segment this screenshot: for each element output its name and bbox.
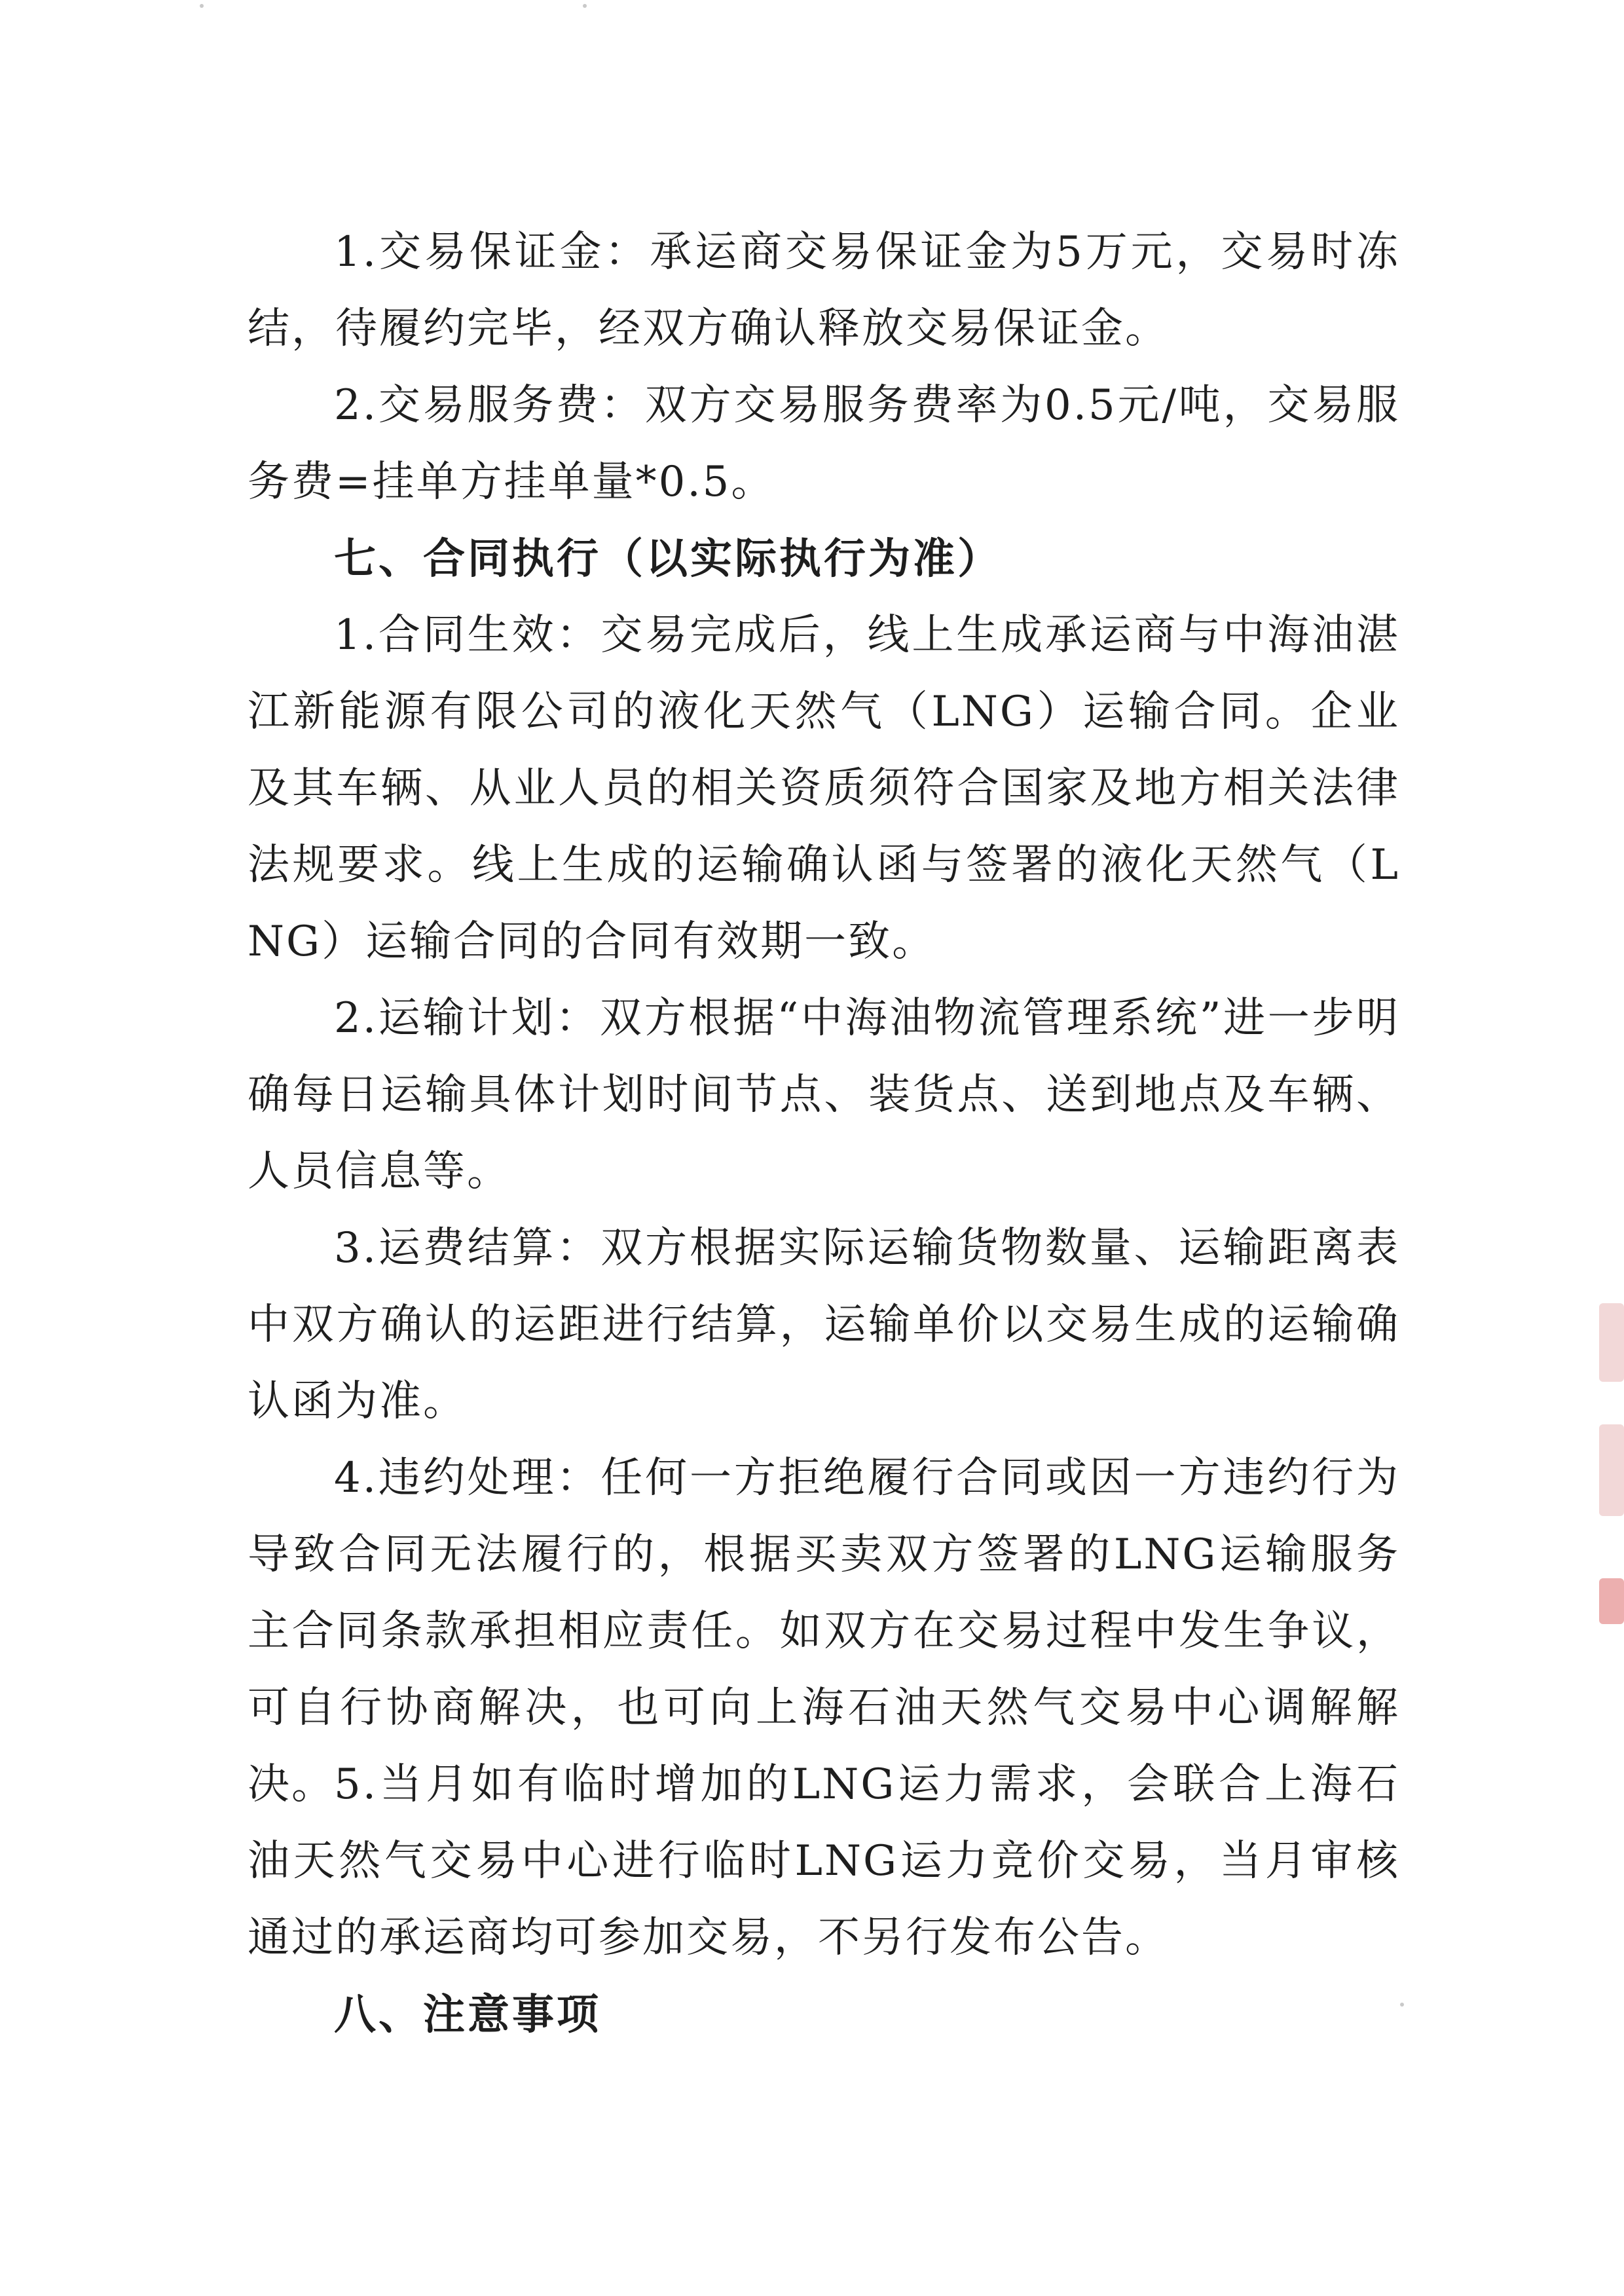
paragraph-service-fee: 2.交易服务费：双方交易服务费率为0.5元/吨，交易服务费=挂单方挂单量*0.5。	[248, 381, 1400, 506]
paragraph-freight-settlement: 3.运费结算：双方根据实际运输货物数量、运输距离表中双方确认的运距进行结算，运输单价以交易生成的运输确认函为准。	[248, 1224, 1400, 1426]
paragraph-contract-effective: 1.合同生效：交易完成后，线上生成承运商与中海油湛江新能源有限公司的液化天然气（LNG）运输合同。企业及其车辆、从业人员的相关资质须符合国家及地方相关法律法规要求。线上生成的运输确认函与签署的液化天然气（LNG）运输合同的合同有效期一致。	[248, 611, 1400, 966]
scan-speck	[200, 4, 204, 8]
scan-speck	[1400, 2003, 1404, 2007]
seal-fragment-mark	[1599, 1578, 1624, 1624]
paragraph-deposit: 1.交易保证金：承运商交易保证金为5万元，交易时冻结，待履约完毕，经双方确认释放交易保证金。	[248, 228, 1400, 353]
seal-fragment-mark	[1599, 1424, 1624, 1516]
scan-speck	[583, 4, 587, 8]
section-heading-notes: 八、注意事项	[334, 1990, 601, 2039]
seal-fragment-mark	[1599, 1303, 1624, 1382]
paragraph-breach-handling: 4.违约处理：任何一方拒绝履行合同或因一方违约行为导致合同无法履行的，根据买卖双方签署的LNG运输服务主合同条款承担相应责任。如双方在交易过程中发生争议，可自行协商解决，也可向上海石油天然气交易中心调解解决。	[248, 1454, 1400, 1809]
section-heading-contract-execution: 七、合同执行（以实际执行为准）	[334, 534, 1002, 583]
paragraph-transport-plan: 2.运输计划：双方根据“中海油物流管理系统”进一步明确每日运输具体计划时间节点、装货点、送到地点及车辆、人员信息等。	[248, 994, 1400, 1196]
paragraph-temporary-demand: 5.当月如有临时增加的LNG运力需求，会联合上海石油天然气交易中心进行临时LNG运力竞价交易，当月审核通过的承运商均可参加交易，不另行发布公告。	[248, 1760, 1400, 1962]
